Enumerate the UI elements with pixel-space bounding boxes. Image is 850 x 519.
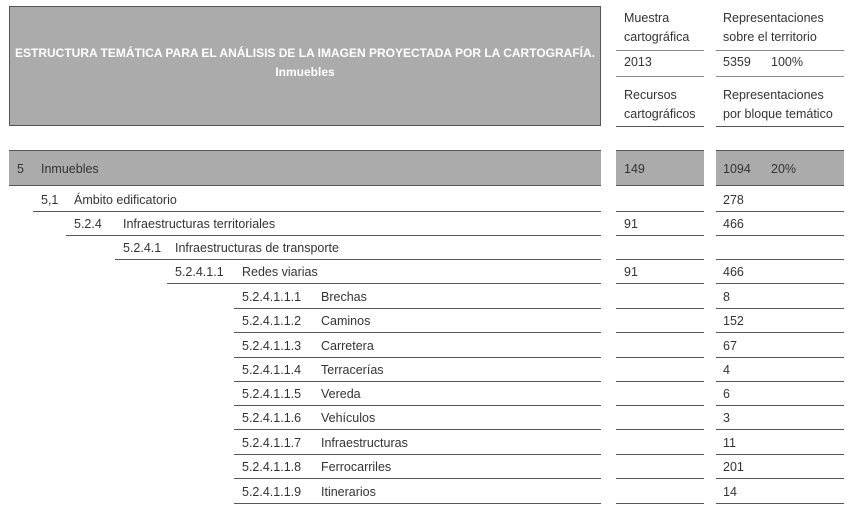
row-code: 5.2.4.1.1.9 <box>242 485 302 499</box>
row-representaciones: 152 <box>723 314 744 328</box>
row-label: Infraestructuras de transporte <box>175 241 339 255</box>
divider <box>616 50 704 51</box>
row-divider <box>234 454 601 455</box>
col-representaciones-value: 5359 <box>723 55 751 69</box>
row-label: Infraestructuras territoriales <box>123 217 276 231</box>
row-divider <box>716 259 844 260</box>
col-recursos-header: Recursos cartográficos <box>624 88 696 121</box>
row-divider <box>234 478 601 479</box>
col-bloque-header: Representaciones por bloque temático <box>723 88 833 121</box>
row-code: 5.2.4.1.1.5 <box>242 387 302 401</box>
row-code: 5.2.4.1.1.3 <box>242 339 302 353</box>
row-divider <box>716 381 844 382</box>
row-representaciones: 67 <box>723 339 737 353</box>
row-divider <box>716 308 844 309</box>
row-divider <box>716 503 844 504</box>
row-divider <box>716 235 844 236</box>
row-divider <box>716 429 844 430</box>
row-representaciones: 14 <box>723 485 737 499</box>
row-representaciones: 278 <box>723 193 744 207</box>
row-divider <box>234 429 601 430</box>
row-divider <box>716 283 844 284</box>
row-divider <box>616 454 704 455</box>
divider <box>716 50 844 51</box>
row-representaciones: 8 <box>723 290 730 304</box>
row-label: Carretera <box>321 339 374 353</box>
divider <box>716 126 844 127</box>
row-divider <box>234 503 601 504</box>
row-divider <box>616 211 704 212</box>
row-label: Infraestructuras <box>321 436 408 450</box>
summary-code: 5 <box>17 162 24 176</box>
row-label: Ferrocarriles <box>321 460 392 474</box>
divider <box>616 126 704 127</box>
row-divider <box>616 503 704 504</box>
summary-label: Inmuebles <box>41 162 99 176</box>
summary-pct: 20% <box>771 162 797 176</box>
row-label: Ámbito edificatorio <box>74 193 177 207</box>
row-recursos: 91 <box>624 217 638 231</box>
row-label: Terracerías <box>321 363 384 377</box>
row-code: 5.2.4.1.1.8 <box>242 460 302 474</box>
row-code: 5.2.4 <box>74 217 102 231</box>
row-label: Brechas <box>321 290 367 304</box>
col-muestra-value: 2013 <box>624 55 652 69</box>
table-title-line2: Inmuebles <box>275 65 335 79</box>
row-representaciones: 201 <box>723 460 744 474</box>
row-code: 5.2.4.1.1.4 <box>242 363 302 377</box>
row-divider <box>616 357 704 358</box>
row-divider <box>616 283 704 284</box>
summary-recursos: 149 <box>624 162 645 176</box>
row-code: 5,1 <box>41 193 59 207</box>
table-title-line1: ESTRUCTURA TEMÁTICA PARA EL ANÁLISIS DE LA IMAGEN PROYECTADA POR LA CARTOGRAFÍA. <box>14 46 595 60</box>
row-divider <box>716 478 844 479</box>
summary-representaciones: 1094 <box>723 162 751 176</box>
row-code: 5.2.4.1.1.2 <box>242 314 302 328</box>
col-muestra-header: Muestra cartográfica <box>624 11 690 44</box>
row-label: Vehículos <box>321 411 376 425</box>
table-title <box>9 44 601 82</box>
row-recursos: 91 <box>624 265 638 279</box>
row-divider <box>616 235 704 236</box>
row-code: 5.2.4.1.1.6 <box>242 411 302 425</box>
row-code: 5.2.4.1.1.7 <box>242 436 302 450</box>
divider <box>716 76 844 77</box>
row-code: 5.2.4.1.1.1 <box>242 290 302 304</box>
row-label: Vereda <box>321 387 361 401</box>
row-divider <box>115 259 601 260</box>
row-representaciones: 4 <box>723 363 730 377</box>
row-representaciones: 11 <box>723 436 736 450</box>
row-divider <box>66 235 601 236</box>
row-label: Itinerarios <box>321 485 376 499</box>
row-divider <box>716 211 844 212</box>
col-representaciones-pct: 100% <box>771 55 803 69</box>
row-divider <box>616 259 704 260</box>
row-divider <box>33 211 601 212</box>
row-divider <box>716 454 844 455</box>
row-representaciones: 466 <box>723 217 744 231</box>
row-divider <box>716 357 844 358</box>
row-label: Redes viarias <box>242 265 318 279</box>
row-divider <box>716 332 844 333</box>
row-divider <box>616 429 704 430</box>
row-divider <box>716 405 844 406</box>
row-divider <box>616 478 704 479</box>
row-divider <box>234 308 601 309</box>
row-divider <box>234 357 601 358</box>
divider <box>616 76 704 77</box>
row-divider <box>616 332 704 333</box>
col-representaciones-header: Representaciones sobre el territorio <box>723 11 824 44</box>
row-divider <box>167 283 601 284</box>
row-divider <box>234 405 601 406</box>
row-divider <box>616 405 704 406</box>
row-divider <box>234 332 601 333</box>
row-representaciones: 466 <box>723 265 744 279</box>
row-representaciones: 6 <box>723 387 730 401</box>
row-representaciones: 3 <box>723 411 730 425</box>
row-label: Caminos <box>321 314 371 328</box>
row-divider <box>234 381 601 382</box>
row-code: 5.2.4.1.1 <box>175 265 224 279</box>
row-code: 5.2.4.1 <box>123 241 162 255</box>
row-divider <box>616 308 704 309</box>
row-divider <box>616 381 704 382</box>
